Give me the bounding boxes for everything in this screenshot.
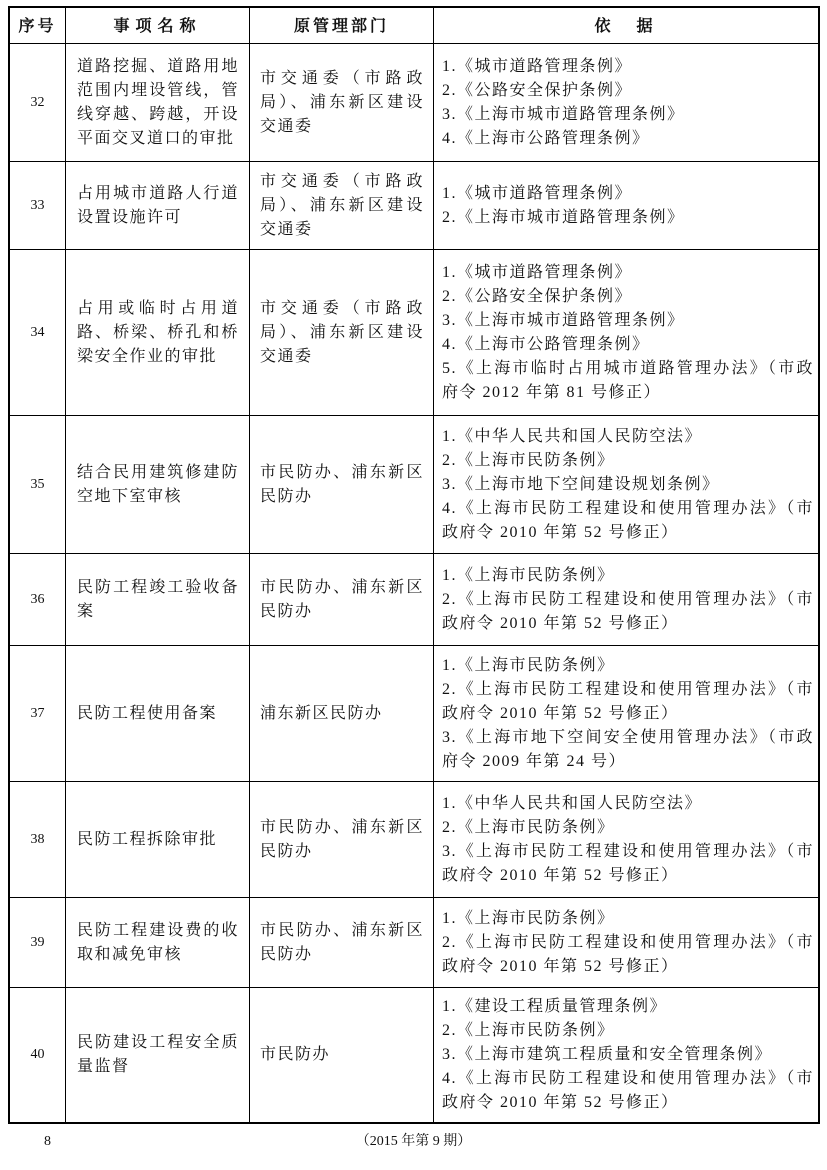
row-index: 33 [30, 197, 45, 213]
department-name: 市民防办、浦东新区民防办 [260, 818, 424, 860]
department-name: 市民防办 [260, 1046, 331, 1063]
department-name: 市民防办、浦东新区民防办 [260, 921, 424, 963]
basis-item: 2.《上海市民防工程建设和使用管理办法》（市政府令 2010 年第 52 号修正） [442, 590, 814, 632]
approval-items-table [8, 6, 820, 1124]
department-cell [250, 554, 433, 645]
basis-item: 1.《上海市民防条例》 [442, 656, 615, 674]
item-name-cell [66, 554, 249, 645]
basis-item: 3.《上海市城市道路管理条例》 [442, 311, 685, 329]
basis-item: 4.《上海市民防工程建设和使用管理办法》（市政府令 2010 年第 52 号修正） [442, 1070, 814, 1111]
basis-cell [434, 162, 818, 249]
basis-item: 2.《上海市民防条例》 [442, 818, 615, 836]
basis-item: 3.《上海市地下空间安全使用管理办法》（市政府令 2009 年第 24 号） [442, 728, 814, 770]
row-index-cell [10, 646, 65, 781]
row-index-cell [10, 782, 65, 897]
department-cell [250, 898, 433, 987]
item-name-cell [66, 250, 249, 415]
page-number: 8 [44, 1134, 51, 1149]
department-name: 浦东新区民防办 [260, 704, 383, 722]
basis-item: 2.《上海市民防条例》 [442, 1022, 615, 1039]
basis-item: 1.《城市道路管理条例》 [442, 263, 633, 281]
basis-item: 3.《上海市地下空间建设规划条例》 [442, 475, 720, 493]
row-index-cell [10, 416, 65, 553]
row-index: 32 [30, 94, 45, 110]
basis-item: 1.《中华人民共和国人民防空法》 [442, 427, 703, 445]
item-name: 民防建设工程安全质量监督 [77, 1034, 239, 1075]
row-index: 36 [30, 591, 45, 607]
basis-item: 4.《上海市民防工程建设和使用管理办法》（市政府令 2010 年第 52 号修正） [442, 499, 814, 541]
department-name: 市交通委（市路政局）、浦东新区建设交通委 [260, 172, 424, 238]
department-cell [250, 44, 433, 161]
item-name: 民防工程拆除审批 [77, 830, 218, 848]
basis-cell [434, 782, 818, 897]
item-name-cell [66, 162, 249, 249]
basis-item: 3.《上海市建筑工程质量和安全管理条例》 [442, 1046, 773, 1063]
item-name-cell [66, 416, 249, 553]
basis-item: 1.《中华人民共和国人民防空法》 [442, 794, 703, 812]
item-name: 占用城市道路人行道设置设施许可 [77, 184, 239, 226]
basis-cell [434, 44, 818, 161]
item-name: 民防工程使用备案 [77, 704, 218, 722]
basis-item: 3.《上海市民防工程建设和使用管理办法》（市政府令 2010 年第 52 号修正） [442, 842, 814, 884]
basis-cell [434, 646, 818, 781]
header-basis: 依 据 [434, 8, 818, 43]
basis-cell [434, 554, 818, 645]
row-index: 40 [30, 1047, 45, 1062]
row-index: 34 [30, 324, 45, 340]
basis-item: 1.《上海市民防条例》 [442, 566, 615, 584]
header-index: 序号 [10, 8, 65, 43]
item-name: 占用或临时占用道路、桥梁、桥孔和桥梁安全作业的审批 [77, 299, 239, 365]
row-index-cell [10, 988, 65, 1122]
basis-item: 1.《建设工程质量管理条例》 [442, 998, 668, 1015]
department-name: 市民防办、浦东新区民防办 [260, 578, 424, 620]
basis-item: 1.《城市道路管理条例》 [442, 184, 633, 202]
row-index-cell [10, 162, 65, 249]
row-index: 35 [30, 476, 45, 492]
department-cell [250, 162, 433, 249]
item-name: 结合民用建筑修建防空地下室审核 [77, 463, 239, 505]
basis-item: 5.《上海市临时占用城市道路管理办法》（市政府令 2012 年第 81 号修正） [442, 359, 814, 401]
item-name-cell [66, 646, 249, 781]
row-index: 39 [30, 934, 45, 950]
row-index-cell [10, 44, 65, 161]
basis-item: 2.《公路安全保护条例》 [442, 81, 633, 99]
department-cell [250, 646, 433, 781]
row-index: 38 [30, 831, 45, 847]
basis-item: 2.《公路安全保护条例》 [442, 287, 633, 305]
basis-item: 1.《城市道路管理条例》 [442, 57, 633, 75]
basis-item: 1.《上海市民防条例》 [442, 909, 615, 927]
department-name: 市交通委（市路政局）、浦东新区建设交通委 [260, 299, 424, 365]
department-name: 市民防办、浦东新区民防办 [260, 463, 424, 505]
row-index: 37 [30, 705, 45, 721]
basis-cell [434, 250, 818, 415]
basis-item: 2.《上海市民防工程建设和使用管理办法》（市政府令 2010 年第 52 号修正） [442, 680, 814, 722]
basis-cell [434, 416, 818, 553]
header-item-name: 事项名称 [66, 8, 249, 43]
header-department: 原管理部门 [250, 8, 433, 43]
row-index-cell [10, 898, 65, 987]
item-name-cell [66, 898, 249, 987]
basis-cell [434, 988, 818, 1122]
item-name: 道路挖掘、道路用地范围内埋设管线，管线穿越、跨越，开设平面交叉道口的审批 [77, 57, 239, 147]
department-cell [250, 988, 433, 1122]
issue-label: （2015 年第 9 期） [355, 1134, 472, 1149]
department-name: 市交通委（市路政局）、浦东新区建设交通委 [260, 69, 424, 135]
item-name-cell [66, 44, 249, 161]
basis-item: 2.《上海市民防条例》 [442, 451, 615, 469]
department-cell [250, 782, 433, 897]
basis-item: 2.《上海市城市道路管理条例》 [442, 208, 685, 226]
row-index-cell [10, 250, 65, 415]
item-name-cell [66, 988, 249, 1122]
basis-item: 2.《上海市民防工程建设和使用管理办法》（市政府令 2010 年第 52 号修正） [442, 933, 814, 975]
item-name: 民防工程建设费的收取和减免审核 [77, 921, 239, 963]
basis-item: 4.《上海市公路管理条例》 [442, 335, 650, 353]
department-cell [250, 250, 433, 415]
basis-item: 3.《上海市城市道路管理条例》 [442, 105, 685, 123]
item-name-cell [66, 782, 249, 897]
item-name: 民防工程竣工验收备案 [77, 578, 239, 620]
basis-item: 4.《上海市公路管理条例》 [442, 129, 650, 147]
row-index-cell [10, 554, 65, 645]
basis-cell [434, 898, 818, 987]
department-cell [250, 416, 433, 553]
